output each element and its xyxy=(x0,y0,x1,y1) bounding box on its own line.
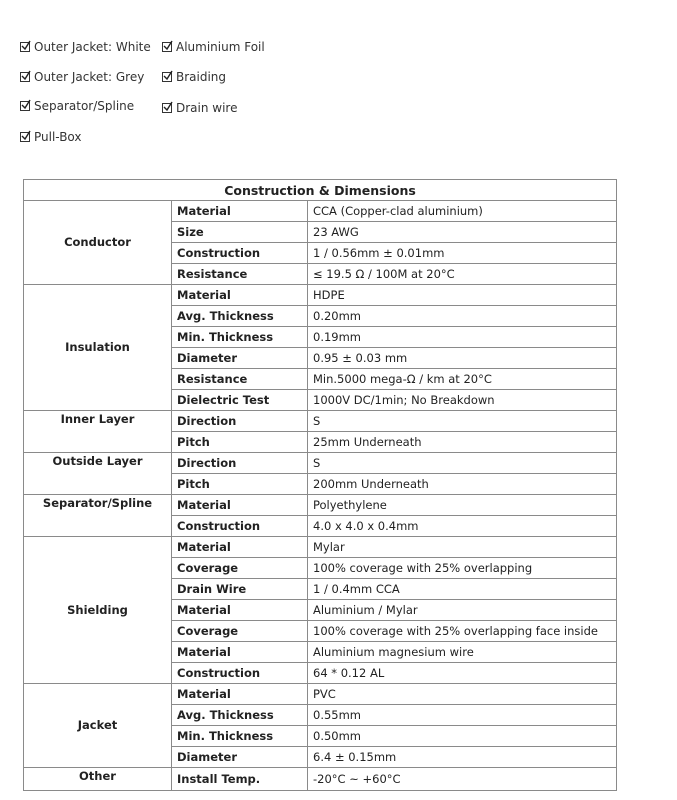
table-row xyxy=(24,768,617,791)
checkbox-checked-icon xyxy=(162,42,172,52)
parameter-name: Material xyxy=(172,600,308,621)
table-row xyxy=(24,453,617,474)
check-label: Separator/Spline xyxy=(34,99,135,113)
parameter-value: Mylar xyxy=(308,537,617,558)
group-label: Jacket xyxy=(24,684,172,768)
parameter-value: S xyxy=(308,453,617,474)
parameter-name: Direction xyxy=(172,453,308,474)
parameter-value: 100% coverage with 25% overlapping xyxy=(308,558,617,579)
table-row xyxy=(24,285,617,306)
parameter-value: 1 / 0.4mm CCA xyxy=(308,579,617,600)
parameter-name: Coverage xyxy=(172,558,308,579)
table-title: Construction & Dimensions xyxy=(24,180,617,201)
check-aluminium-foil xyxy=(162,40,265,54)
check-label: Drain wire xyxy=(176,101,238,115)
check-outer-jacket-white xyxy=(20,40,151,54)
table-body xyxy=(24,201,617,791)
parameter-value: ≤ 19.5 Ω / 100M at 20°C xyxy=(308,264,617,285)
parameter-name: Material xyxy=(172,201,308,222)
check-label: Braiding xyxy=(176,70,227,84)
parameter-name: Min. Thickness xyxy=(172,327,308,348)
checkbox-checked-icon xyxy=(20,101,30,111)
parameter-value: PVC xyxy=(308,684,617,705)
check-drain-wire xyxy=(162,101,237,115)
checkbox-checked-icon xyxy=(162,72,172,82)
parameter-name: Avg. Thickness xyxy=(172,705,308,726)
parameter-name: Install Temp. xyxy=(172,768,308,791)
parameter-name: Pitch xyxy=(172,432,308,453)
parameter-name: Construction xyxy=(172,663,308,684)
group-label: Shielding xyxy=(24,537,172,684)
parameter-value: Polyethylene xyxy=(308,495,617,516)
parameter-value: 4.0 x 4.0 x 0.4mm xyxy=(308,516,617,537)
construction-dimensions-table xyxy=(23,179,617,791)
parameter-value: 0.55mm xyxy=(308,705,617,726)
parameter-name: Diameter xyxy=(172,747,308,768)
parameter-value: 0.19mm xyxy=(308,327,617,348)
parameter-name: Construction xyxy=(172,516,308,537)
check-label: Pull-Box xyxy=(34,130,82,144)
parameter-value: 1 / 0.56mm ± 0.01mm xyxy=(308,243,617,264)
parameter-value: 200mm Underneath xyxy=(308,474,617,495)
group-label: Conductor xyxy=(24,201,172,285)
checkbox-checked-icon xyxy=(162,103,172,113)
group-label: Inner Layer xyxy=(24,411,172,453)
parameter-name: Drain Wire xyxy=(172,579,308,600)
parameter-name: Material xyxy=(172,642,308,663)
group-label: Separator/Spline xyxy=(24,495,172,537)
parameter-value: CCA (Copper-clad aluminium) xyxy=(308,201,617,222)
checkbox-checked-icon xyxy=(20,72,30,82)
parameter-value: Min.5000 mega-Ω / km at 20°C xyxy=(308,369,617,390)
parameter-name: Diameter xyxy=(172,348,308,369)
table-row xyxy=(24,537,617,558)
parameter-name: Resistance xyxy=(172,264,308,285)
parameter-name: Dielectric Test xyxy=(172,390,308,411)
table-row xyxy=(24,411,617,432)
parameter-value: HDPE xyxy=(308,285,617,306)
checkbox-checked-icon xyxy=(20,132,30,142)
table-row xyxy=(24,201,617,222)
parameter-value: Aluminium magnesium wire xyxy=(308,642,617,663)
table-row xyxy=(24,684,617,705)
check-outer-jacket-grey xyxy=(20,70,144,84)
parameter-value: Aluminium / Mylar xyxy=(308,600,617,621)
check-label: Outer Jacket: Grey xyxy=(34,70,145,84)
parameter-name: Min. Thickness xyxy=(172,726,308,747)
parameter-value: 0.50mm xyxy=(308,726,617,747)
parameter-value: 64 * 0.12 AL xyxy=(308,663,617,684)
parameter-value: 23 AWG xyxy=(308,222,617,243)
table-row xyxy=(24,495,617,516)
parameter-value: 1000V DC/1min; No Breakdown xyxy=(308,390,617,411)
parameter-name: Pitch xyxy=(172,474,308,495)
parameter-value: -20°C ~ +60°C xyxy=(308,768,617,791)
parameter-name: Material xyxy=(172,684,308,705)
parameter-value: 25mm Underneath xyxy=(308,432,617,453)
group-label: Other xyxy=(24,768,172,791)
parameter-name: Direction xyxy=(172,411,308,432)
check-label: Aluminium Foil xyxy=(176,40,265,54)
parameter-name: Material xyxy=(172,537,308,558)
parameter-value: 100% coverage with 25% overlapping face inside xyxy=(308,621,617,642)
parameter-name: Material xyxy=(172,495,308,516)
group-label: Outside Layer xyxy=(24,453,172,495)
check-label: Outer Jacket: White xyxy=(34,40,151,54)
parameter-name: Size xyxy=(172,222,308,243)
group-label: Insulation xyxy=(24,285,172,411)
parameter-name: Construction xyxy=(172,243,308,264)
checkbox-checked-icon xyxy=(20,42,30,52)
parameter-value: 0.20mm xyxy=(308,306,617,327)
parameter-name: Avg. Thickness xyxy=(172,306,308,327)
parameter-name: Coverage xyxy=(172,621,308,642)
parameter-value: 0.95 ± 0.03 mm xyxy=(308,348,617,369)
parameter-value: 6.4 ± 0.15mm xyxy=(308,747,617,768)
parameter-name: Resistance xyxy=(172,369,308,390)
check-separator-spline xyxy=(20,99,134,113)
check-pull-box xyxy=(20,130,82,144)
parameter-value: S xyxy=(308,411,617,432)
parameter-name: Material xyxy=(172,285,308,306)
check-braiding xyxy=(162,70,226,84)
